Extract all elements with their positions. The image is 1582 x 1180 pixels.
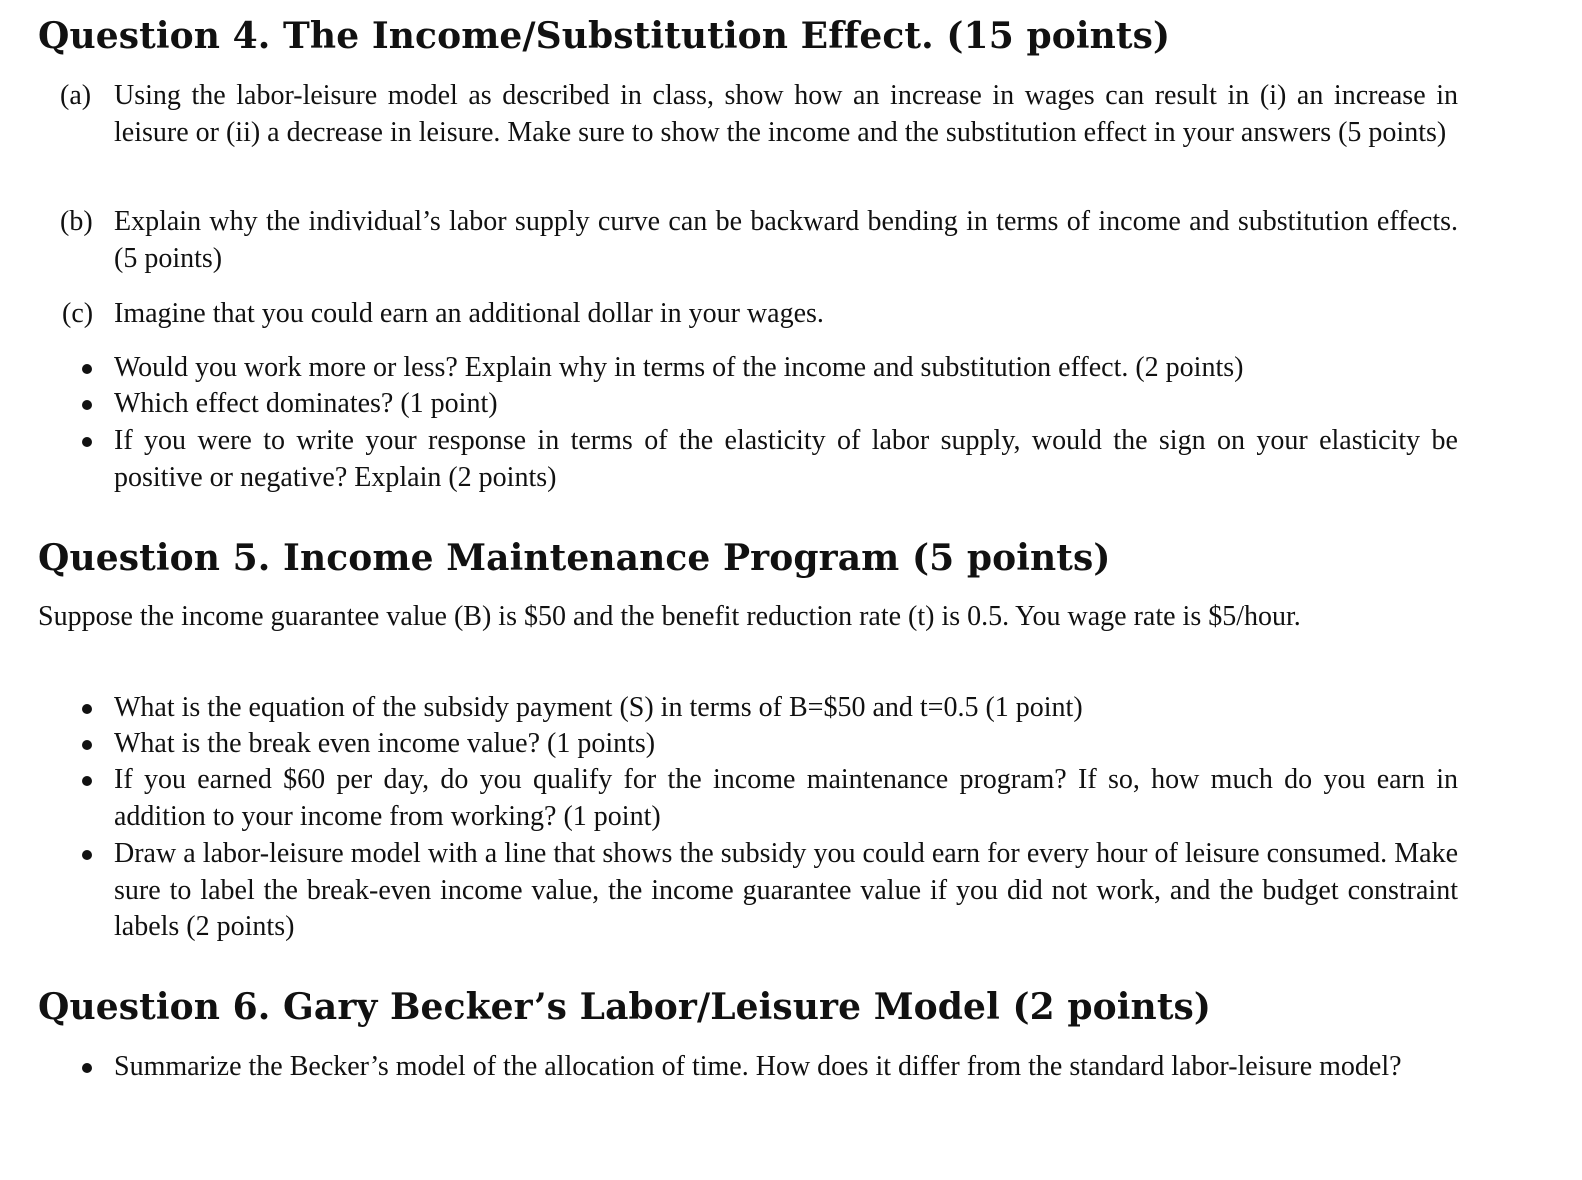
- q4-bullet-1: Would you work more or less? Explain why in terms of the income and substitution effect. (2 points): [114, 352, 1244, 383]
- q5-bullet-3: If you earned $60 per day, do you qualify for the income maintenance program? If so, how much do you earn in addition to your income from working? (1 point): [114, 764, 1458, 832]
- bullet-icon: [82, 850, 92, 860]
- q4-part-a-text: Using the labor-leisure model as described in class, show how an increase in wages can result in (i) an increase in leisure or (ii) a decrease in leisure. Make sure to show the income and the substitution effect in your answers (5 points): [114, 80, 1458, 148]
- q6-heading: Question 6. Gary Becker’s Labor/Leisure Model (2 points): [38, 986, 1212, 1028]
- q4-bullet-2: Which effect dominates? (1 point): [114, 388, 498, 419]
- q4-part-c-label: (c): [62, 298, 94, 329]
- q4-heading: Question 4. The Income/Substitution Effect. (15 points): [38, 15, 1171, 57]
- q4-bullet-3: If you were to write your response in terms of the elasticity of labor supply, would the sign on your elasticity be positive or negative? Explain (2 points): [114, 425, 1458, 493]
- q4-part-c-text: Imagine that you could earn an additional dollar in your wages.: [114, 298, 824, 329]
- bullet-icon: [82, 364, 92, 374]
- bullet-icon: [82, 740, 92, 750]
- q4-part-b-text: Explain why the individual’s labor supply curve can be backward bending in terms of income and substitution effects. (5 points): [114, 206, 1458, 274]
- q5-bullet-1: What is the equation of the subsidy payment (S) in terms of B=$50 and t=0.5 (1 point): [114, 692, 1083, 723]
- q6-bullet-1: Summarize the Becker’s model of the allocation of time. How does it differ from the standard labor-leisure model?: [114, 1051, 1402, 1082]
- q5-bullet-4: Draw a labor-leisure model with a line that shows the subsidy you could earn for every hour of leisure consumed. Make sure to label the break-even income value, the income guarantee value if you did not work, and the budget constraint labels (2 points): [114, 838, 1458, 942]
- q5-bullet-2: What is the break even income value? (1 points): [114, 728, 656, 759]
- bullet-icon: [82, 1063, 92, 1073]
- q4-part-b-label: (b): [60, 206, 93, 237]
- q5-heading: Question 5. Income Maintenance Program (5 points): [38, 537, 1111, 579]
- q5-intro: Suppose the income guarantee value (B) is $50 and the benefit reduction rate (t) is 0.5. You wage rate is $5/hour.: [38, 601, 1301, 632]
- bullet-icon: [82, 437, 92, 447]
- bullet-icon: [82, 400, 92, 410]
- bullet-icon: [82, 704, 92, 714]
- bullet-icon: [82, 776, 92, 786]
- q4-part-a-label: (a): [60, 80, 92, 111]
